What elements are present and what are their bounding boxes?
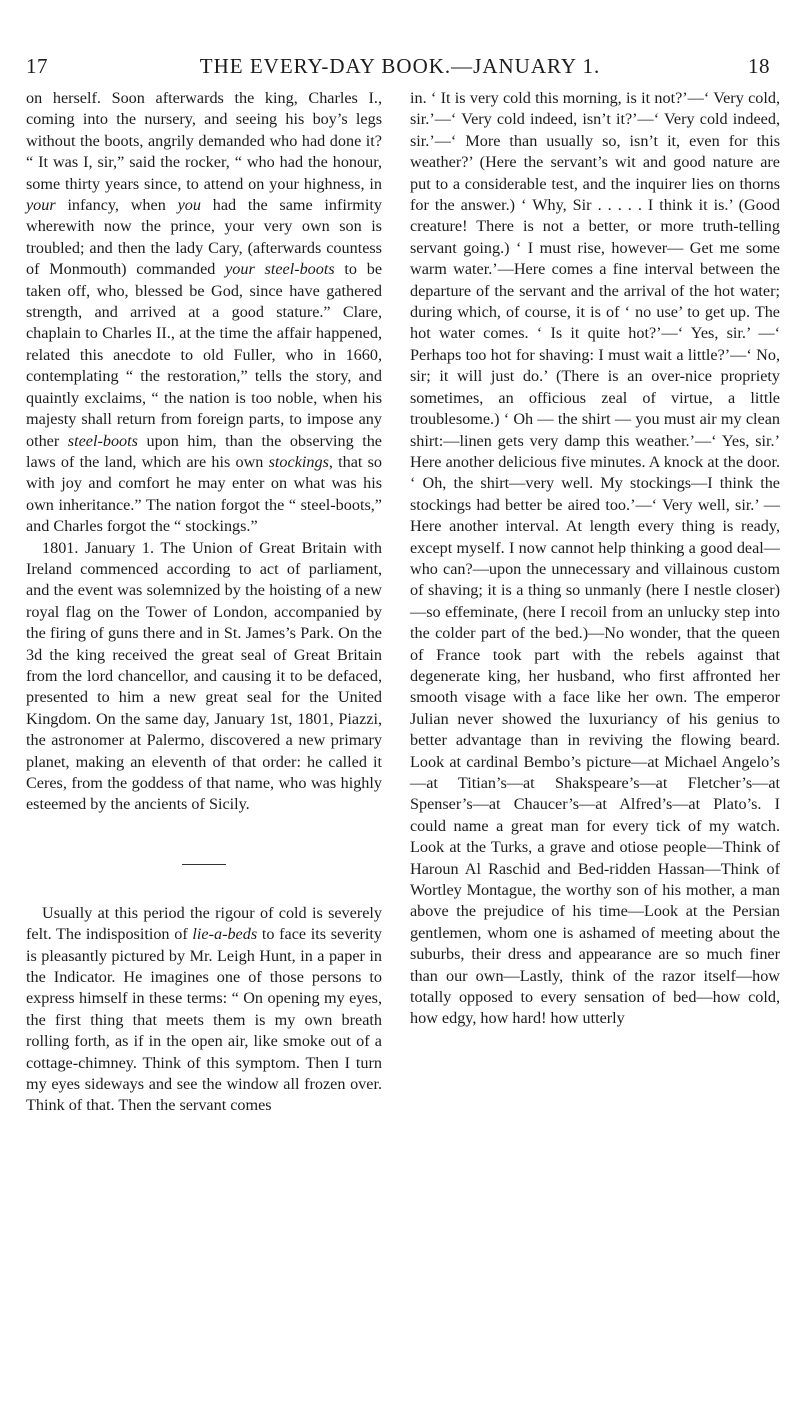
text-run: Usually at this period the rigour of cold is severely felt. The indisposition of bbox=[26, 903, 382, 944]
emphasis: your steel-boots bbox=[225, 260, 335, 279]
running-header bbox=[24, 54, 776, 84]
paragraph-servant-dialogue: in. ‘ It is very cold this morning, is it not?’—‘ Very cold, sir.’—‘ Very cold indeed, isn’t it?’—‘ Very cold indeed, sir.’—‘ More than usually so, isn’t it, even for this weather?’ (Here the servant’s wit and good nature are put to a considerable test, and the inquirer lies on thorns for the answer.) ‘ Why, Sir . . . . . I think it is.’ (Good creature! There is not a better, or more truth-telling servant going.) ‘ I must rise, however— Get me some warm water.’—Here comes a fine interval between the departure of the servant and the arrival of the hot water; during which, of course, it is of ‘ no use’ to get up. The hot water comes. ‘ Is it quite hot?’—‘ Yes, sir.’ —‘ Perhaps too hot for shaving: I must wait a little?’—‘ No, sir; it will just do.’ (There is an over-nice propriety sometimes, an officious zeal of virtue, a little troublesome.) ‘ Oh — the shirt — you must air my clean shirt:—linen gets very damp this weather.’—‘ Yes, sir.’ Here another delicious five minutes. A knock at the door. ‘ Oh, the shirt—very well. My stockings—I think the stockings had better be aired too.’—‘ Very well, sir.’ —Here another interval. At length every thing is ready, except myself. I now cannot help thinking a good deal—who can?—upon the unnecessary and villainous custom of shaving; it is a thing so unmanly (here I nestle closer)—so effeminate, (here I recoil from an unlucky step into the colder part of the bed.)—No wonder, that the queen of France took part with the rebels against that degenerate king, her husband, who first affronted her smooth visage with a face like her own. The emperor Julian never showed the luxuriancy of his genius to better advantage than in reviving the flowing beard. Look at cardinal Bembo’s picture—at Michael Angelo’s—at Titian’s—at Shakspeare’s—at Fletcher’s—at Spenser’s—at Chaucer’s—at Alfred’s—at Plato’s. I could name a great man for every tick of my watch. Look at the Turks, a grave and otiose people—Think of Haroun Al Raschid and Bed-ridden Hassan—Think of Wortley Montague, the worthy son of his mother, a man above the prejudice of his time—Look at the Persian gentlemen, whom one is ashamed of meeting about the suburbs, their dress and appearance are so much finer than our own—Lastly, think of the razor itself—how totally opposed to every sensation of bed—how cold, how edgy, how hard! how utterly bbox=[410, 89, 780, 1028]
text-run: upon him, than the observing the laws of the land, which are his own bbox=[26, 431, 382, 471]
right-column bbox=[410, 88, 780, 1030]
text-run: to face its severity is pleasantly pictured by Mr. Leigh Hunt, in a paper in the Indicator. He imagines one of those persons to express himself in these terms: “ On opening my eyes, the first thing that meets them is my own breath rolling forth, as if in the open air, like smoke out of a cottage-chimney. Think of this symptom. Then I turn my eyes sideways and see the window all frozen over. Think of that. Then the servant comes bbox=[26, 925, 382, 1115]
emphasis: steel-boots bbox=[67, 431, 138, 450]
text-run: on herself. Soon afterwards the king, Charles I., coming into the nursery, and seeing his boy’s legs without the boots, angrily demanded who had done it? “ It was I, sir,” said the rocker, “ who had the honour, some thirty years since, to attend on your highness, in bbox=[26, 89, 382, 193]
left-column bbox=[26, 88, 382, 1117]
paragraph-steel-boots bbox=[26, 88, 382, 538]
text-run: , that so with joy and comfort he may enter on what was his own inheritance.” The nation forgot the “ steel-boots,” and Charles forgot the “ stockings.” bbox=[26, 452, 383, 536]
text-run: infancy, when bbox=[55, 196, 178, 215]
emphasis: your bbox=[26, 196, 56, 215]
emphasis: stockings bbox=[268, 452, 329, 471]
running-title: THE EVERY-DAY BOOK.—JANUARY 1. bbox=[199, 54, 601, 78]
section-divider bbox=[182, 864, 226, 865]
paragraph-1801-union: 1801. January 1. The Union of Great Britain with Ireland commenced according to act of parliament, and the event was solemnized by the hoisting of a new royal flag on the Tower of London, accompanied by the firing of guns there and in St. James’s Park. On the 3d the king received the great seal of Great Britain from the lord chancellor, and causing it to be defaced, presented to him a new great seal for the United Kingdom. On the same day, January 1st, 1801, Piazzi, the astronomer at Palermo, discovered a new primary planet, making an eleventh of that order: he called it Ceres, from the goddess of that name, who was highly esteemed by the ancients of Sicily. bbox=[26, 538, 382, 814]
emphasis: you bbox=[177, 196, 201, 215]
text-run: to be taken off, who, blessed be God, since have gathered strength, and arrived at a good stature.” Clare, chaplain to Charles II., at the time the affair happened, related this anecdote to old Fuller, who in 1660, contemplating “ the restoration,” tells the story, and quaintly exclaims, “ the nation is too noble, when his majesty shall return from foreign parts, to impose any other bbox=[26, 260, 382, 450]
right-page-number: 18 bbox=[748, 54, 770, 78]
left-page-number: 17 bbox=[26, 54, 48, 78]
text-run: had the same infirmity wherewith now the prince, your very own son is troubled; and then the lady Cary, (afterwards countess of Monmouth) commanded bbox=[26, 196, 382, 279]
paragraph-lie-a-beds bbox=[26, 903, 382, 1117]
emphasis: lie-a-beds bbox=[192, 925, 258, 944]
